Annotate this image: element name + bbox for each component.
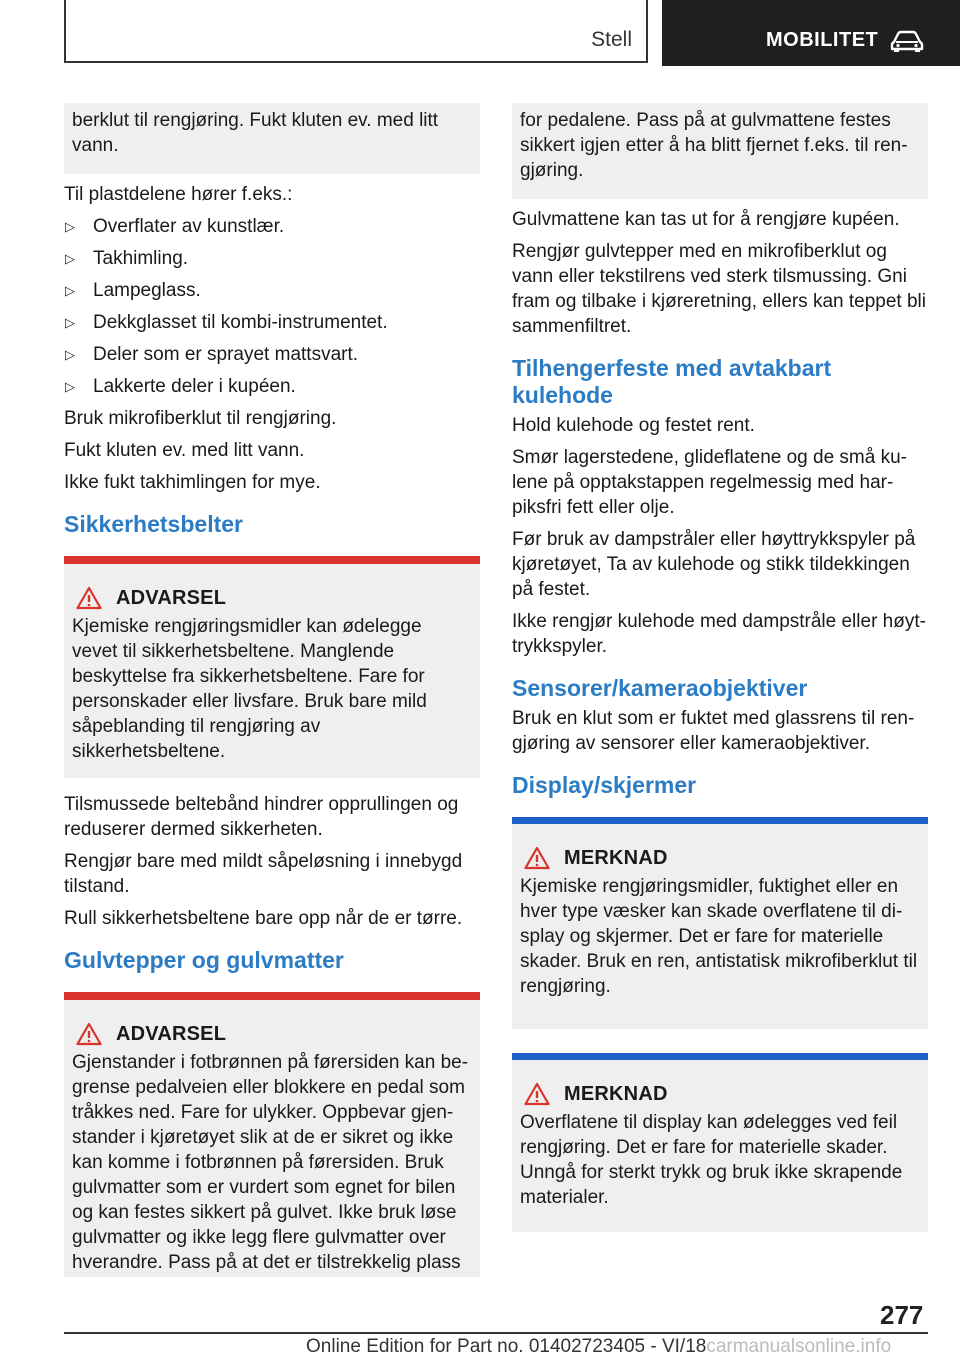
paragraph: Bruk en klut som er fuktet med glassrens til rengjøring av sensorer eller kameraobjektiver. [512,708,915,754]
footer-divider [64,1332,928,1334]
triangle-bullet-icon: ▷ [65,315,75,330]
paragraph: Ikke rengjør kulehode med dampstråle eller høyttrykkspyler. [512,611,926,657]
notice-label: MERKNAD [564,1082,668,1105]
paragraph: Hold kulehode og festet rent. [512,415,755,436]
continued-box [512,103,928,199]
plastic-intro: Til plastdelene hører f.eks.: [64,184,293,205]
warning-triangle-icon [76,1022,102,1046]
list-item: ▷ Dekkglasset til kombi-instrumentet. [65,312,388,333]
left-column [64,103,480,1287]
warning-box-mats [64,992,480,1277]
paragraph: Gulvmattene kan tas ut for å rengjøre kupéen. [512,209,900,230]
triangle-bullet-icon: ▷ [65,251,75,266]
triangle-bullet-icon: ▷ [65,219,75,234]
paragraph: Ikke fukt takhimlingen for mye. [64,472,321,493]
warning-triangle-icon [524,1082,550,1106]
triangle-bullet-icon: ▷ [65,283,75,298]
continued-text: for pedalene. Pass på at gulvmattene festes sikkert igjen etter å ha blitt fjernet f.eks. til rengjøring. [520,110,908,181]
right-column [512,103,928,1242]
list-item: ▷ Lampeglass. [65,280,201,301]
section-tab [64,0,648,63]
continued-text: berklut til rengjøring. Fukt kluten ev. med litt vann. [72,110,439,156]
section-heading-belts: Sikkerhetsbelter [64,511,243,537]
section-heading-mats: Gulvtepper og gulvmatter [64,947,344,973]
paragraph: Bruk mikrofiberklut til rengjøring. [64,408,337,429]
watermark-text: carmanualsonline.info [706,1336,892,1357]
section-heading-hitch: Tilhengerfeste med avtakbart kulehode [512,355,832,408]
list-item: ▷ Overflater av kunstlær. [65,216,285,237]
triangle-bullet-icon: ▷ [65,347,75,362]
warning-box-belts [64,556,480,778]
warning-label: ADVARSEL [116,586,227,609]
page-number: 277 [880,1300,924,1330]
paragraph: Smør lagerstedene, glideflatene og de små kulene på opptakstappen regelmessig med harpiksfri fett eller olje. [512,447,907,518]
warning-triangle-icon [524,846,550,870]
triangle-bullet-icon: ▷ [65,379,75,394]
paragraph: Rengjør bare med mildt såpeløsning i innebygd tilstand. [64,851,463,897]
notice-text: Overflatene til display kan ødelegges ved feil rengjøring. Det er fare for materielle skader. Unngå for sterkt trykk og bruk ikke skrapende materialer. [520,1112,903,1208]
section-heading-sensors: Sensorer/kameraobjektiver [512,675,808,701]
paragraph: Tilsmussede beltebånd hindrer opprullingen og reduserer dermed sikkerheten. [64,794,459,840]
paragraph: Rengjør gulvtepper med en mikrofiberklut og vann eller tekstilrens ved sterk tilsmussing. Gni fram og tilbake i kjøreretning, ellers kan teppet bli sammenfiltret. [512,241,926,337]
notice-label: MERKNAD [564,846,668,869]
paragraph: Fukt kluten ev. med litt vann. [64,440,305,461]
list-item: ▷ Takhimling. [65,248,189,269]
edition-text: Online Edition for Part no. 01402723405 - VI/18carmanualsonline.info [306,1336,892,1357]
list-item: ▷ Lakkerte deler i kupéen. [65,376,296,397]
notice-box-display-1 [512,817,928,1029]
paragraph: Før bruk av dampstråler eller høyttrykkspyler på kjøretøyet, Ta av kulehode og stikk tildekkingen på festet. [512,529,916,600]
list-item: ▷ Deler som er sprayet mattsvart. [65,344,359,365]
section-heading-display: Display/skjermer [512,772,697,798]
warning-label: ADVARSEL [116,1022,227,1045]
section-title: Stell [591,28,632,51]
paragraph: Rull sikkerhetsbeltene bare opp når de er tørre. [64,908,463,929]
car-icon [890,30,924,52]
plastic-list [64,214,480,399]
chapter-tab [662,0,960,66]
page-footer [0,1300,960,1362]
warning-text: Gjenstander i fotbrønnen på førersiden kan begrense pedalveien eller blokkere en pedal som tråkkes ned. Fare for ulykker. Oppbevar gjenstander i kjøretøyet slik at de er sikret og ikke kan komme i fotbrønnen på førersiden. Bruk gulvmatter som er vurdert som egnet for bilen og kan festes sikkert på gulvet. Ikke bruk løse gulvmatter og ikke legg flere gulvmatter over hverandre. Pass på at det er tilstrekkelig plass [72,1052,469,1273]
notice-box-display-2 [512,1053,928,1232]
warning-triangle-icon [76,586,102,610]
notice-text: Kjemiske rengjøringsmidler, fuktighet eller en hver type væsker kan skade overflatene til display og skjermer. Det er fare for materielle skader. Bruk en ren, antistatisk mikrofiberklut til rengjøring. [520,876,918,997]
chapter-title: MOBILITET [766,29,879,51]
warning-text: Kjemiske rengjøringsmidler kan ødelegge vevet til sikkerhetsbeltene. Manglende beskyttelse fra sikkerhetsbeltene. Fare for personskader eller livsfare. Bruk bare mild såpeblanding til rengjøring av sikkerhetsbeltene. [72,616,427,762]
continued-box [64,103,480,174]
page-header [0,0,960,66]
